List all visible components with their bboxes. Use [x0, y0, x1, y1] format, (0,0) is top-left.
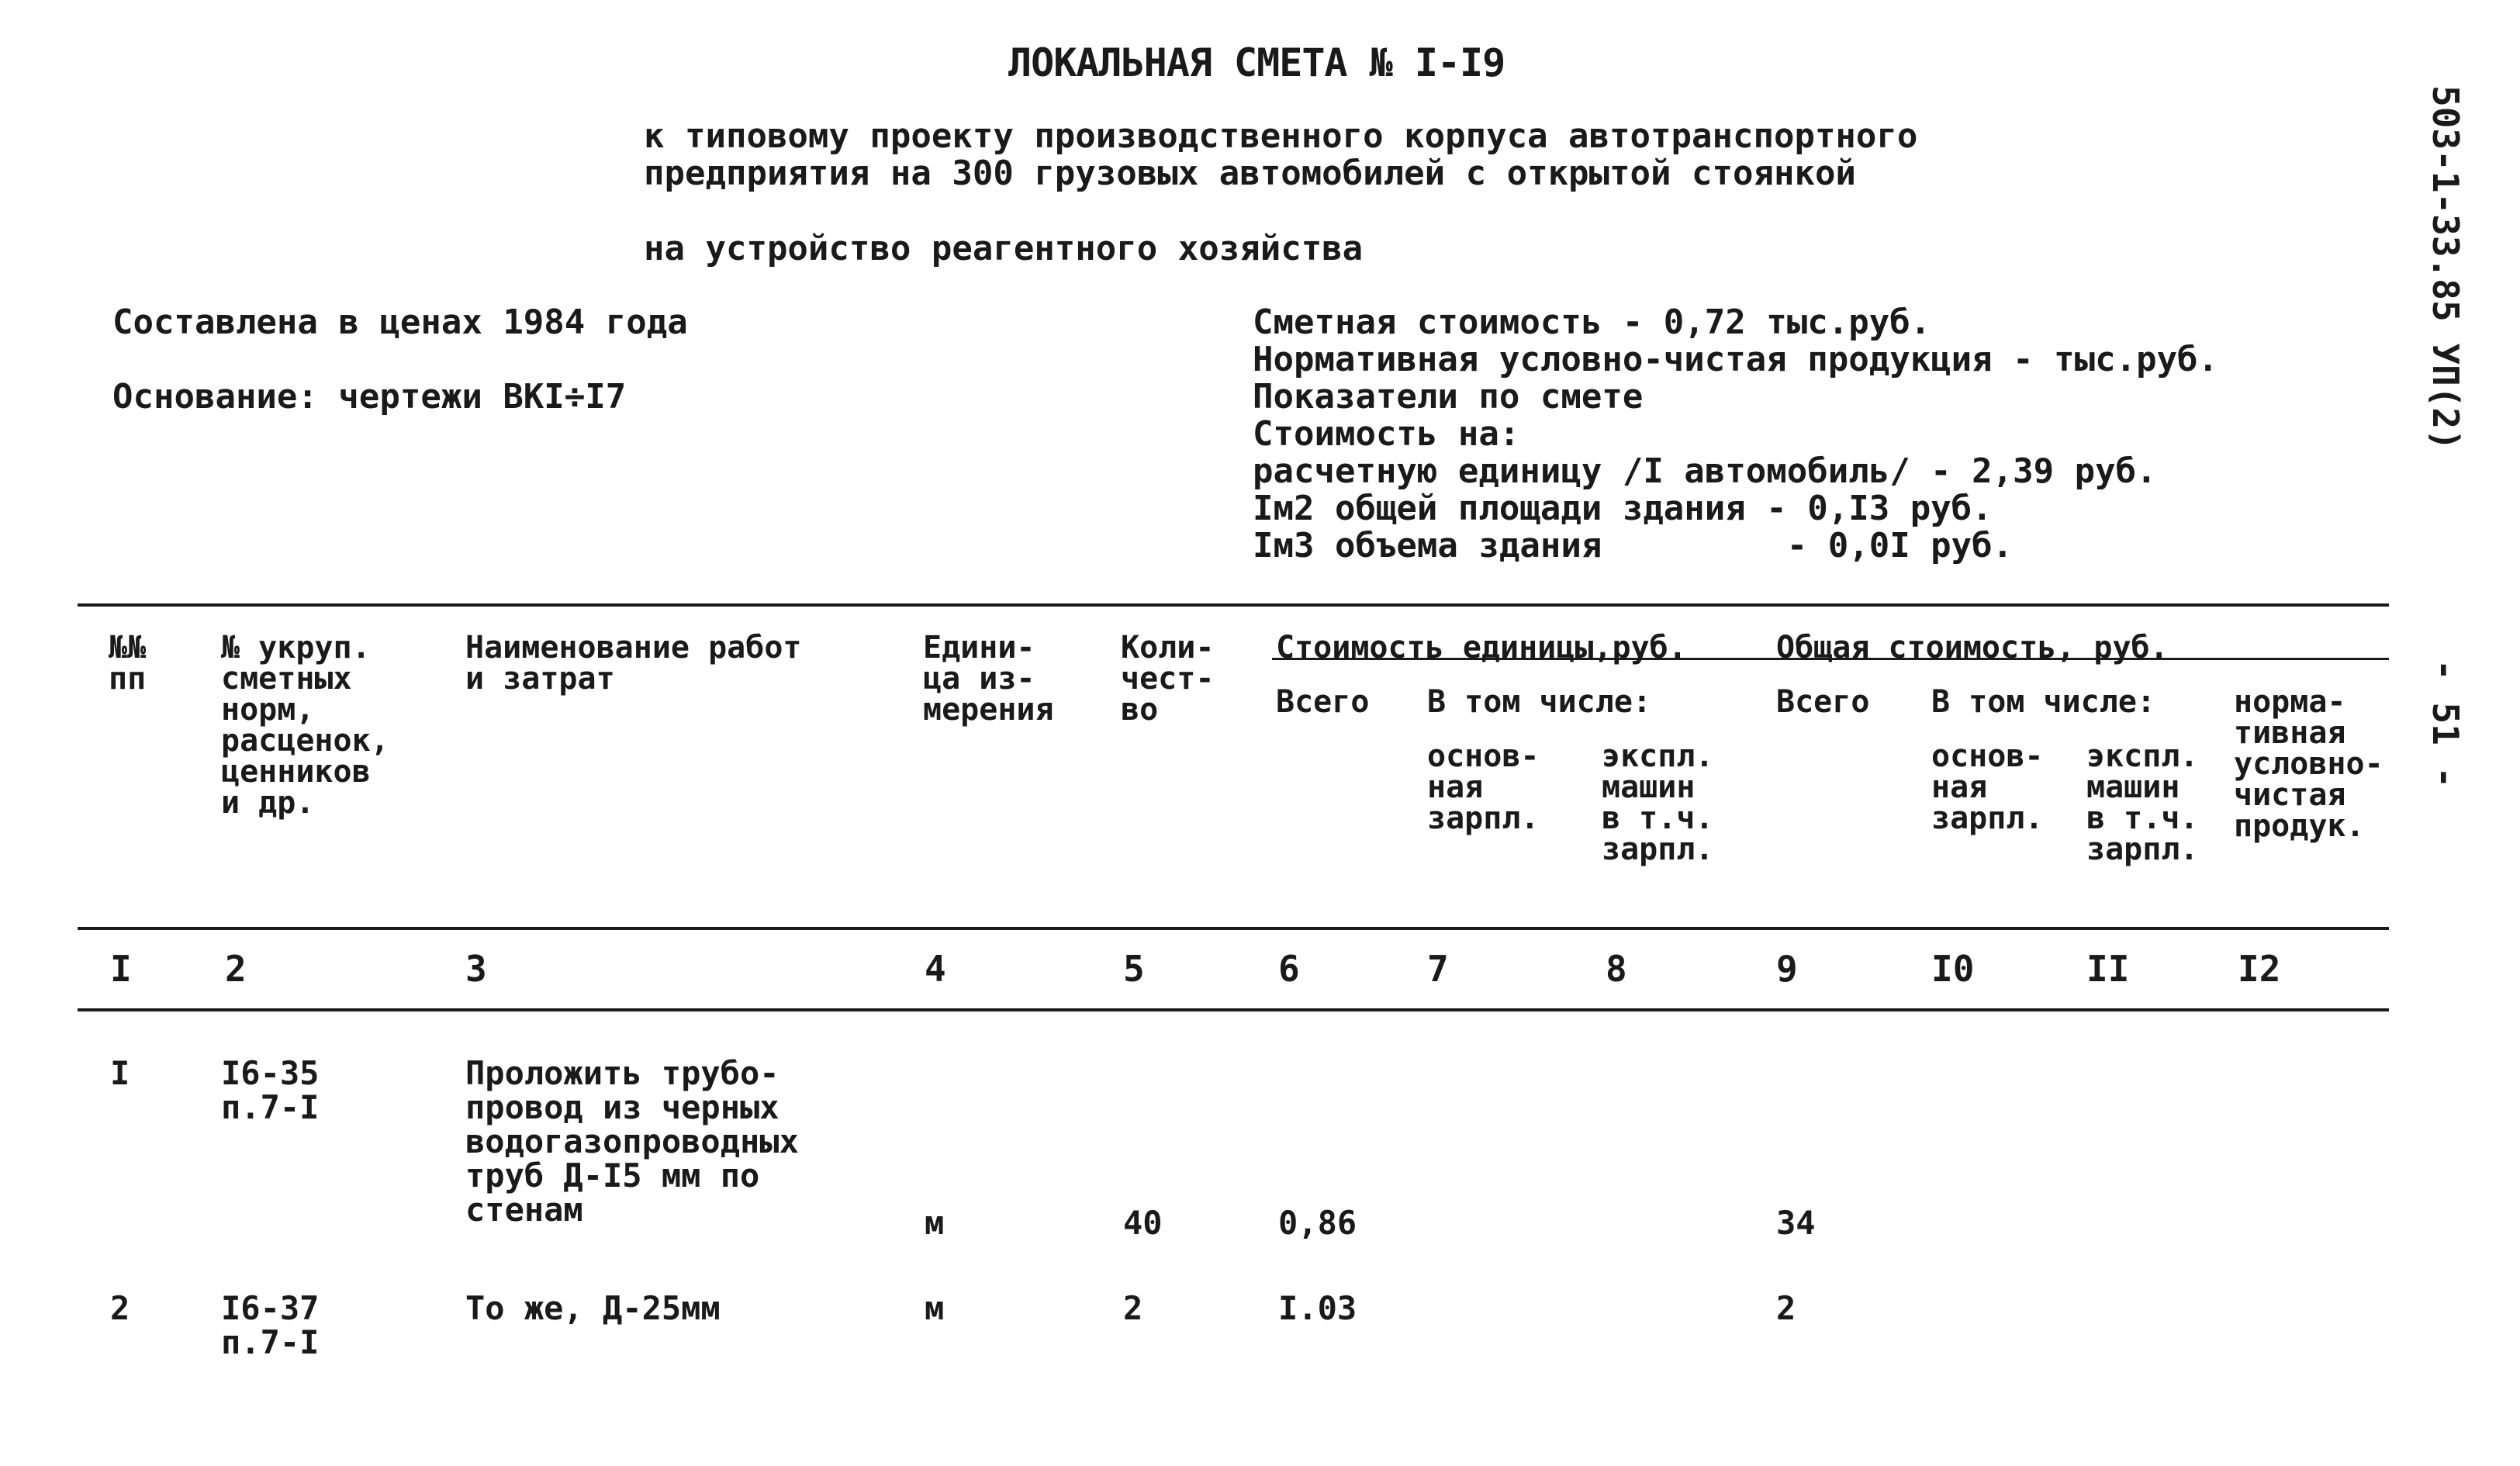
column-number-3: 3 [465, 948, 487, 990]
row-work-name: Проложить трубо- провод из черных водогазопроводных труб Д-I5 мм по стенам [465, 1054, 799, 1229]
indicators-heading: Показатели по смете [1253, 377, 1644, 417]
row-norm-code: I6-35 п.7-I [221, 1054, 320, 1126]
row-total: 34 [1776, 1204, 1816, 1242]
row-norm-code: I6-37 п.7-I [221, 1289, 320, 1361]
header-unit-cost: Стоимость единицы,руб. [1276, 630, 1687, 666]
column-numbers-rule [78, 1008, 2389, 1011]
page-number: - 51 - [2425, 659, 2466, 789]
column-number-12: I2 [2238, 948, 2281, 990]
column-number-9: 9 [1776, 948, 1798, 990]
header-normative-product: норма- тивная условно- чистая продук. [2234, 684, 2383, 844]
column-number-5: 5 [1123, 948, 1145, 990]
row-quantity: 2 [1123, 1289, 1143, 1327]
header-unit-machine: экспл. машин в т.ч. зарпл. [1602, 738, 1714, 867]
header-total-cost: Общая стоимость, руб. [1776, 630, 2169, 666]
row-unit-total: I.03 [1278, 1289, 1357, 1327]
column-number-6: 6 [1278, 948, 1300, 990]
subtitle-line-2: предприятия на 300 грузовых автомобилей с открытой стоянкой [644, 154, 1856, 193]
column-number-10: I0 [1931, 948, 1975, 990]
side-document-code: 503-1-33.85 УП(2) [2425, 85, 2466, 451]
header-unit-total: Всего [1276, 684, 1370, 720]
cost-per-unit: расчетную единицу /I автомобиль/ - 2,39 руб. [1253, 451, 2157, 491]
column-number-4: 4 [925, 948, 946, 990]
row-unit: м [925, 1289, 945, 1327]
column-number-1: I [110, 948, 132, 990]
header-grand-total: Всего [1776, 684, 1870, 720]
row-total: 2 [1776, 1289, 1796, 1327]
cost-per-m3: Iм3 объема здания - 0,0I руб. [1253, 526, 2014, 565]
row-quantity: 40 [1123, 1204, 1163, 1242]
subtitle-line-1: к типовому проекту производственного корпуса автотранспортного [644, 116, 1918, 156]
header-unit-basic-wage: основ- ная зарпл. [1427, 738, 1540, 836]
column-number-7: 7 [1427, 948, 1449, 990]
table-top-rule [78, 603, 2389, 607]
cost-info-block [1253, 304, 2218, 565]
header-total-machine: экспл. машин в т.ч. зарпл. [2086, 738, 2199, 867]
row-work-name: То же, Д-25мм [465, 1289, 721, 1327]
estimated-cost: Сметная стоимость - 0,72 тыс.руб. [1253, 303, 1931, 342]
cost-per-m2: Iм2 общей площади здания - 0,I3 руб. [1253, 489, 1993, 528]
header-norm-code: № укруп. сметных норм, расценок, ценников и др. [221, 630, 389, 821]
row-unit-total: 0,86 [1278, 1204, 1357, 1242]
header-work-name: Наименование работ и затрат [465, 630, 802, 697]
document-title: ЛОКАЛЬНАЯ СМЕТА № I-I9 [1008, 40, 1505, 85]
header-total-including: В том числе: [1931, 684, 2155, 720]
row-number: I [110, 1054, 130, 1092]
header-bottom-rule [78, 927, 2389, 930]
header-total-basic-wage: основ- ная зарпл. [1931, 738, 2044, 836]
column-number-11: II [2086, 948, 2130, 990]
header-row-number: №№ пп [109, 630, 147, 697]
purpose-line: на устройство реагентного хозяйства [644, 229, 1364, 268]
prices-year: Составлена в ценах 1984 года [112, 303, 688, 342]
cost-per-heading: Стоимость на: [1253, 414, 1520, 454]
header-unit-including: В том числе: [1427, 684, 1651, 720]
header-quantity: Коли- чест- во [1121, 630, 1215, 728]
column-number-8: 8 [1606, 948, 1627, 990]
column-number-2: 2 [225, 948, 247, 990]
row-number: 2 [110, 1289, 130, 1327]
row-unit: м [925, 1204, 945, 1242]
normative-product: Нормативная условно-чистая продукция - тыс.руб. [1253, 340, 2219, 379]
basis-line: Основание: чертежи ВКI÷I7 [112, 377, 627, 417]
header-unit: Едини- ца из- мерения [923, 630, 1054, 728]
